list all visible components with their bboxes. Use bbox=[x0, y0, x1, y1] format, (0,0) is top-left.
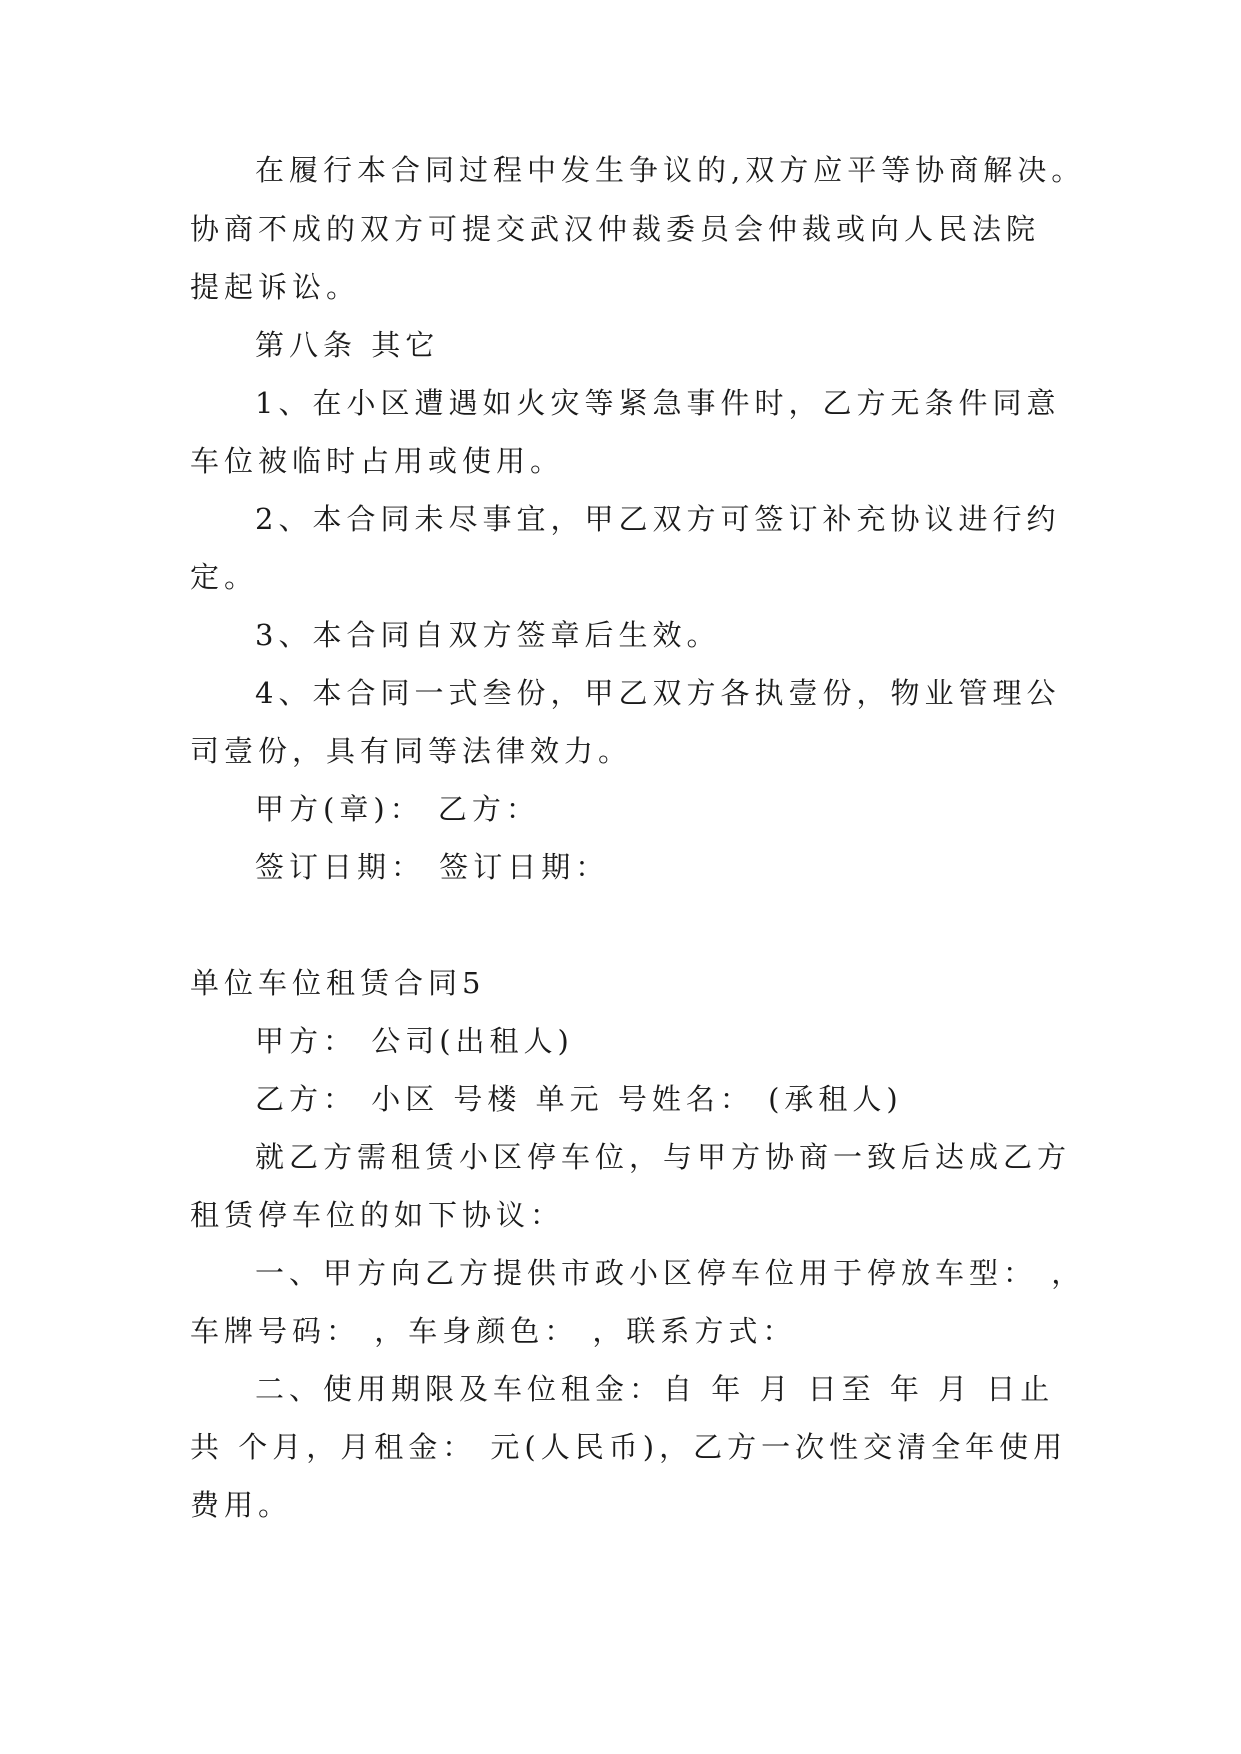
contract-title: 单位车位租赁合同5 bbox=[190, 966, 486, 1000]
party-a: 甲方： 公司(出租人) bbox=[255, 1024, 574, 1058]
clause-2: 2、本合同未尽事宜，甲乙双方可签订补充协议进行约 bbox=[255, 502, 1061, 536]
article-2-cont: 共 个月，月租金： 元(人民币)，乙方一次性交清全年使用 bbox=[190, 1430, 1068, 1464]
paragraph-dispute-resolution-end: 提起诉讼。 bbox=[190, 270, 361, 304]
clause-4: 4、本合同一式叁份，甲乙双方各执壹份，物业管理公 bbox=[255, 676, 1061, 710]
clause-2-cont: 定。 bbox=[190, 560, 259, 594]
preamble-cont: 租赁停车位的如下协议： bbox=[190, 1198, 565, 1232]
clause-1-cont: 车位被临时占用或使用。 bbox=[190, 444, 565, 478]
clause-3: 3、本合同自双方签章后生效。 bbox=[255, 618, 721, 652]
article-2-end: 费用。 bbox=[190, 1488, 293, 1522]
clause-1: 1、在小区遭遇如火灾等紧急事件时，乙方无条件同意 bbox=[255, 386, 1061, 420]
article-1-cont: 车牌号码： ，车身颜色： ，联系方式： bbox=[190, 1314, 797, 1348]
paragraph-dispute-resolution: 在履行本合同过程中发生争议的,双方应平等协商解决。 bbox=[255, 153, 1086, 187]
party-b: 乙方： 小区 号楼 单元 号姓名： (承租人) bbox=[255, 1082, 903, 1116]
article-2: 二、使用期限及车位租金：自 年 月 日至 年 月 日止 bbox=[255, 1372, 1055, 1406]
preamble: 就乙方需租赁小区停车位，与甲方协商一致后达成乙方 bbox=[255, 1140, 1072, 1174]
signature-dates: 签订日期： 签订日期： bbox=[255, 850, 610, 884]
article-8-heading: 第八条 其它 bbox=[255, 328, 440, 362]
article-1: 一、甲方向乙方提供市政小区停车位用于停放车型： ， bbox=[255, 1256, 1086, 1290]
clause-4-cont: 司壹份，具有同等法律效力。 bbox=[190, 734, 633, 768]
paragraph-dispute-resolution-cont: 协商不成的双方可提交武汉仲裁委员会仲裁或向人民法院 bbox=[190, 212, 1041, 246]
signature-parties: 甲方(章)： 乙方： bbox=[255, 792, 540, 826]
